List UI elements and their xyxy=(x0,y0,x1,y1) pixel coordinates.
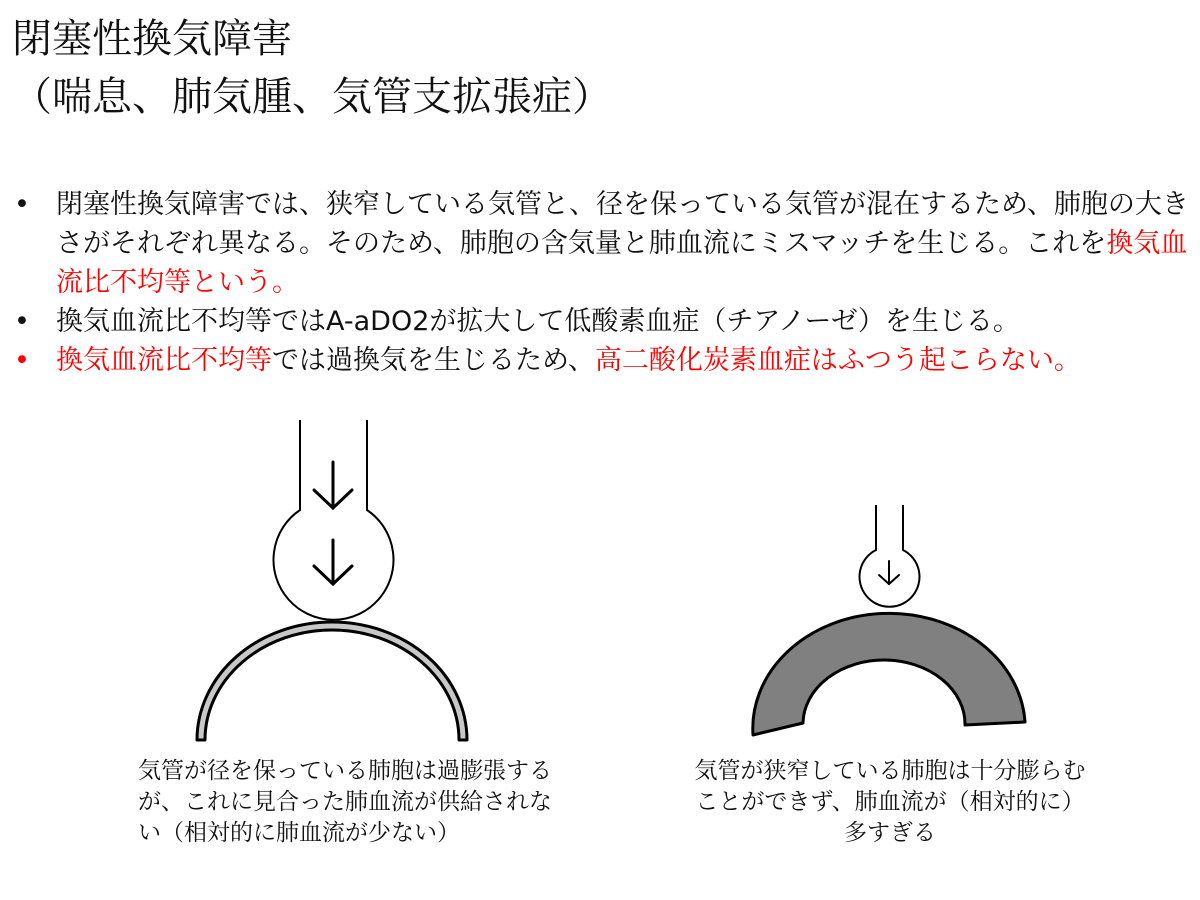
narrow-airway-with-alveolus xyxy=(860,505,920,607)
bullet-2-text: 換気血流比不均等ではA-aDO2が拡大して低酸素血症（チアノーゼ）を生じる。 xyxy=(56,306,1020,337)
bullet-3-highlight-b: 高二酸化炭素血症はふつう起こらない。 xyxy=(594,345,1081,376)
bullet-marker: • xyxy=(14,189,30,220)
bullet-marker: • xyxy=(14,345,30,376)
bullet-1-highlight: 換気血流比不均等という。 xyxy=(56,228,1188,298)
dilated-alveolus-group xyxy=(197,420,467,740)
thick-blood-vessel xyxy=(753,613,1025,735)
bullet-1-text: 閉塞性換気障害では、狭窄している気管と、径を保っている気管が混在するため、肺胞の大きさがそれぞれ異なる。そのため、肺胞の含気量と肺血流にミスマッチを生じる。これを xyxy=(56,189,1189,259)
bullet-3-text: では過換気を生じるため、 xyxy=(272,345,595,376)
bullet-3-highlight-a: 換気血流比不均等 xyxy=(56,345,272,376)
wide-airway-with-alveolus xyxy=(274,420,394,620)
narrow-alveolus-group xyxy=(753,505,1025,735)
caption-narrow-alveolus: 気管が狭窄している肺胞は十分膨らむことができず、肺血流が（相対的に）多すぎる xyxy=(694,758,1086,846)
thin-blood-vessel xyxy=(197,622,467,740)
title-line-1: 閉塞性換気障害 xyxy=(12,16,292,62)
title-line-2: （喘息、肺気腫、気管支拡張症） xyxy=(12,74,612,120)
caption-dilated-alveolus: 気管が径を保っている肺胞は過膨張するが、これに見合った肺血流が供給されない（相対的に肺血流が少ない） xyxy=(138,758,552,846)
bullet-marker: • xyxy=(14,306,30,337)
